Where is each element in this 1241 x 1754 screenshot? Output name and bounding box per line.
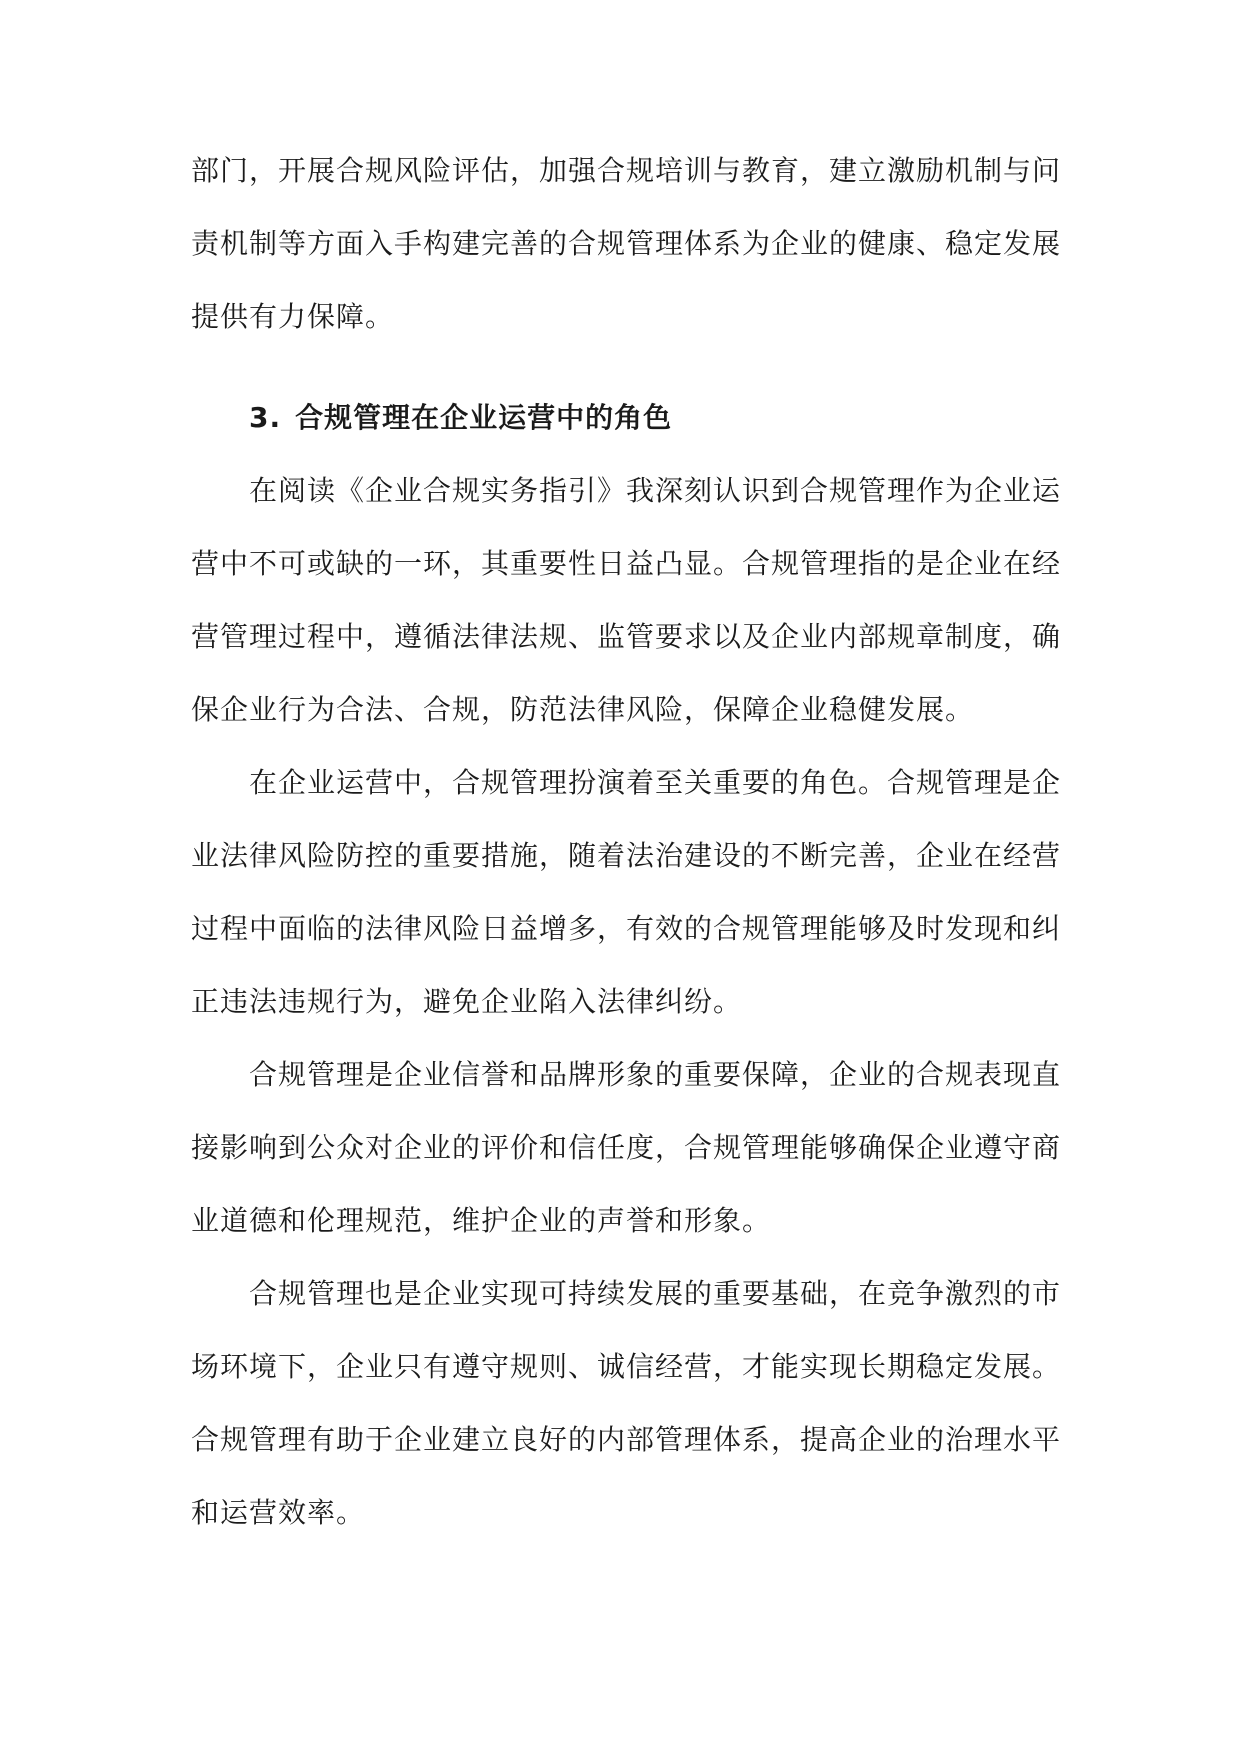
- section-title: 合规管理在企业运营中的角色: [295, 401, 673, 434]
- body-paragraph-1: 在阅读《企业合规实务指引》我深刻认识到合规管理作为企业运营中不可或缺的一环，其重要性日益凸显。合规管理指的是企业在经营管理过程中，遵循法律法规、监管要求以及企业内部规章制度，确保企业行为合法、合规，防范法律风险，保障企业稳健发展。: [191, 474, 1062, 726]
- continuation-paragraph: 部门，开展合规风险评估，加强合规培训与教育，建立激励机制与问责机制等方面入手构建完善的合规管理体系为企业的健康、稳定发展提供有力保障。: [191, 154, 1062, 333]
- body-paragraph-4: 合规管理也是企业实现可持续发展的重要基础，在竞争激烈的市场环境下，企业只有遵守规则、诚信经营，才能实现长期稳定发展。合规管理有助于企业建立良好的内部管理体系，提高企业的治理水平和运营效率。: [191, 1277, 1062, 1529]
- body-paragraph-3: 合规管理是企业信誉和品牌形象的重要保障，企业的合规表现直接影响到公众对企业的评价和信任度，合规管理能够确保企业遵守商业道德和伦理规范，维护企业的声誉和形象。: [191, 1058, 1062, 1237]
- section-number: 3.: [249, 401, 282, 434]
- section-heading: [191, 381, 1061, 454]
- document-body: [191, 134, 1061, 1549]
- body-paragraph-2: 在企业运营中，合规管理扮演着至关重要的角色。合规管理是企业法律风险防控的重要措施，随着法治建设的不断完善，企业在经营过程中面临的法律风险日益增多，有效的合规管理能够及时发现和纠正违法违规行为，避免企业陷入法律纠纷。: [191, 766, 1062, 1018]
